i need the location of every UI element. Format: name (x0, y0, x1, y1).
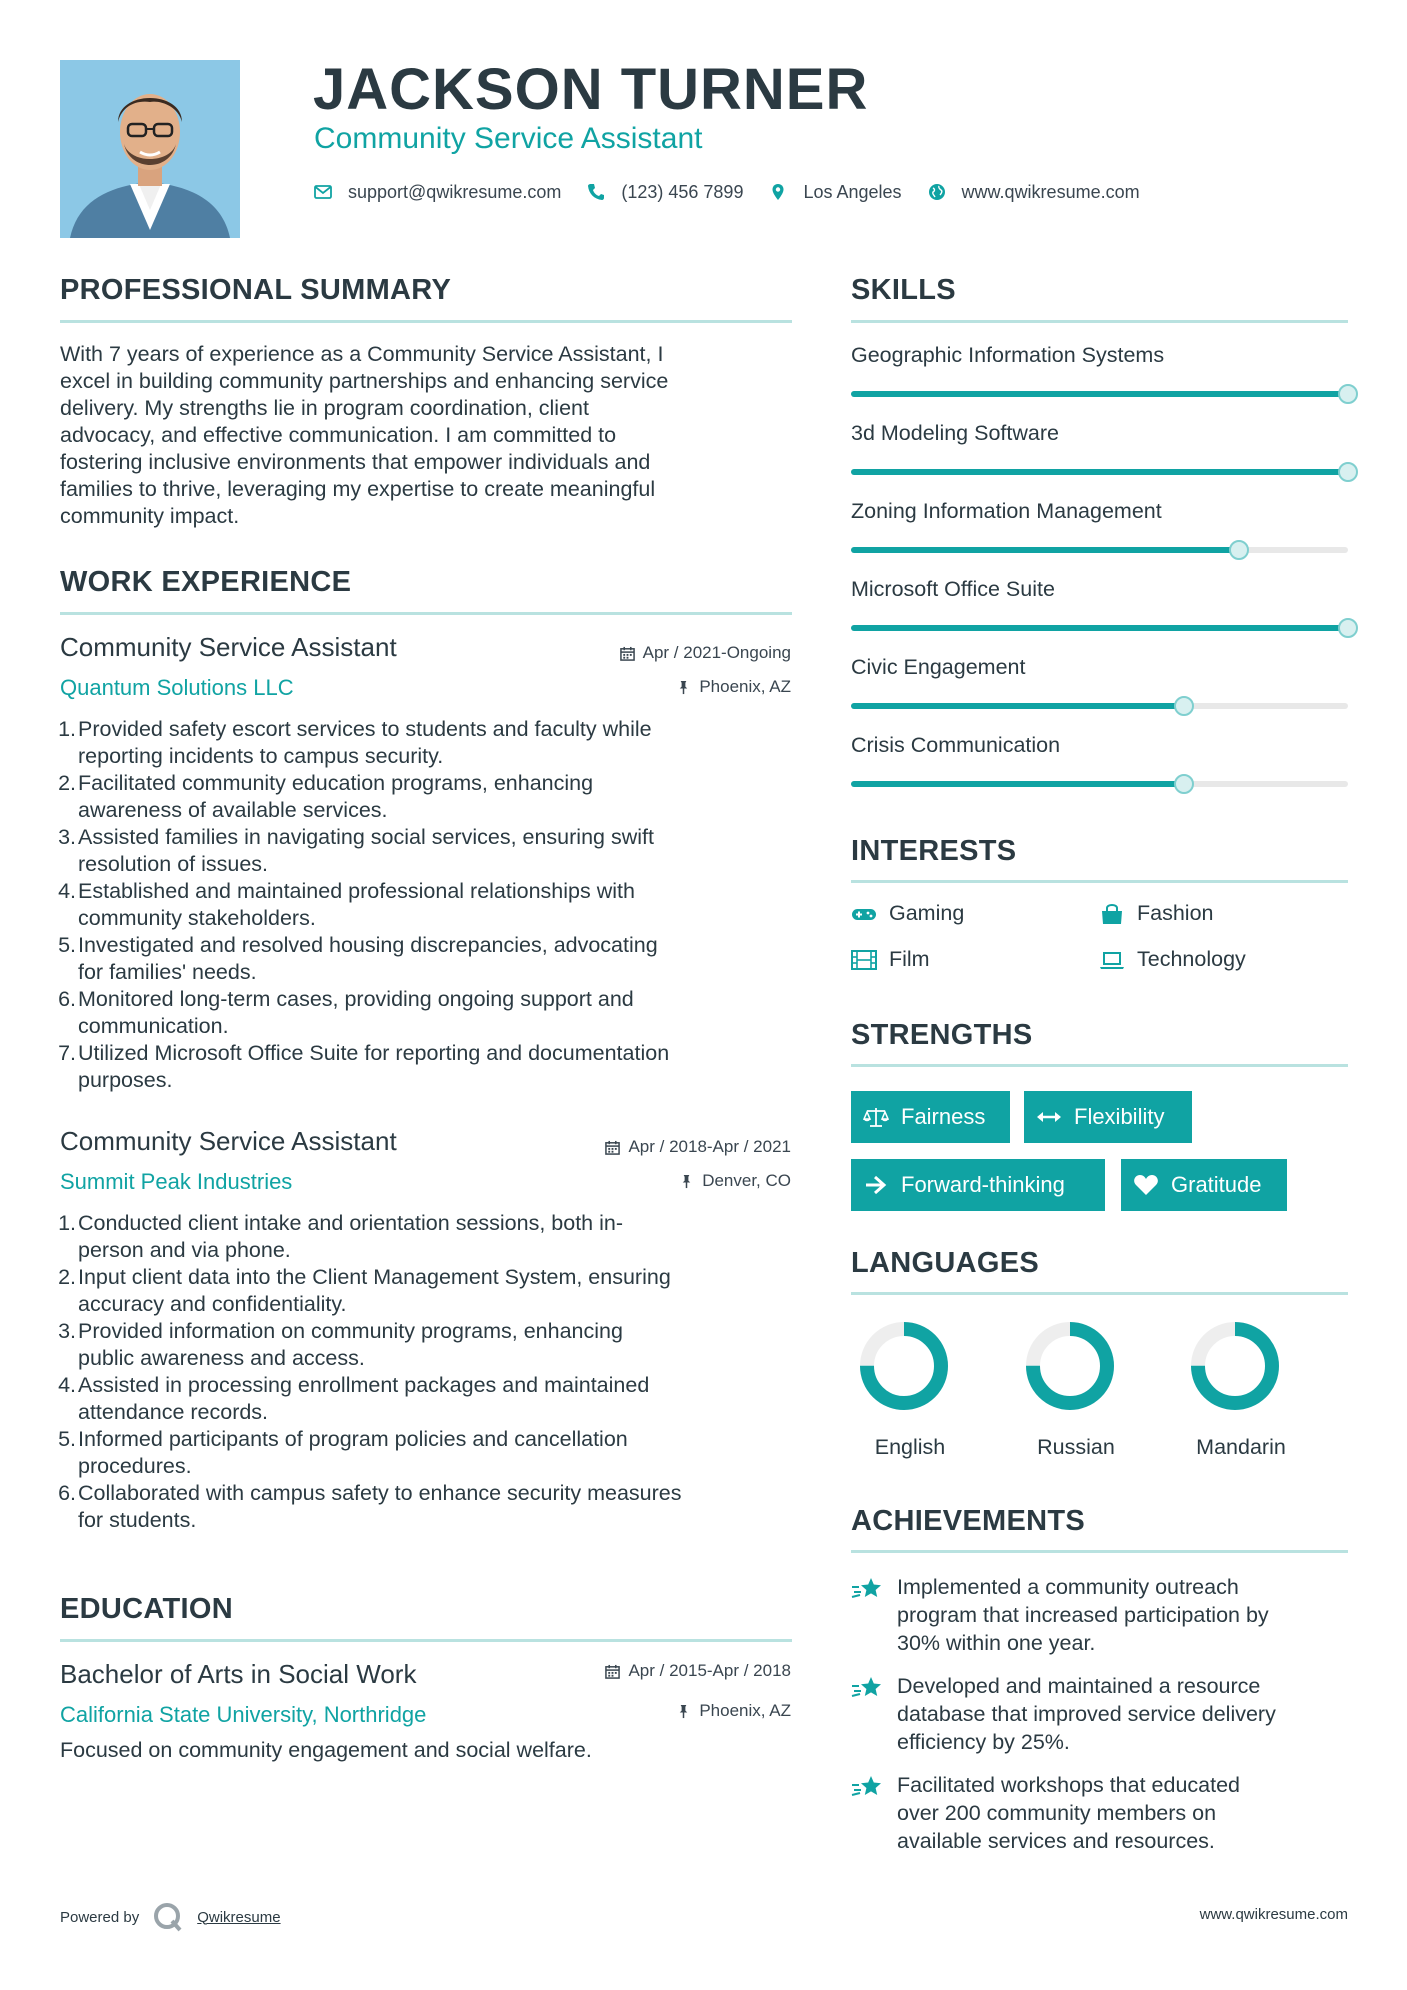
contact-email[interactable] (314, 182, 561, 203)
job-dates (605, 1137, 791, 1157)
bullet-number: 3. (58, 825, 76, 849)
pushpin-icon (679, 1174, 694, 1189)
achievement-line: Facilitated workshops that educated (897, 1773, 1241, 1797)
qwikresume-logo-icon (153, 1902, 183, 1932)
list-item (60, 1040, 800, 1094)
strengths-heading: STRENGTHS (851, 1019, 1033, 1051)
summary-heading: PROFESSIONAL SUMMARY (60, 274, 452, 306)
dates-text: Apr / 2018-Apr / 2021 (628, 1137, 791, 1156)
skill-knob (1338, 384, 1358, 404)
education-description: Focused on community engagement and social welfare. (60, 1738, 592, 1762)
avatar (60, 60, 240, 238)
bullet-line: purposes. (78, 1068, 173, 1092)
skill-name: Civic Engagement (851, 655, 1026, 679)
bullet-number: 6. (58, 987, 76, 1011)
map-marker-icon (769, 183, 787, 201)
list-item (60, 716, 800, 770)
language-label: Mandarin (1196, 1435, 1286, 1459)
job-company: Quantum Solutions LLC (60, 675, 294, 700)
bullet-line: Collaborated with campus safety to enhance security measures (78, 1481, 682, 1505)
candidate-name: JACKSON TURNER (313, 57, 869, 122)
strength-tag (1121, 1159, 1287, 1211)
bullet-number: 3. (58, 1319, 76, 1343)
language-ring (1189, 1320, 1281, 1412)
bullet-number: 6. (58, 1481, 76, 1505)
interest-item (851, 947, 930, 972)
languages-divider (851, 1292, 1348, 1295)
globe-icon (928, 183, 946, 201)
bullet-number: 2. (58, 771, 76, 795)
language-label: English (874, 1435, 946, 1459)
bullet-line: Provided safety escort services to students and faculty while (78, 717, 652, 741)
school-name: California State University, Northridge (60, 1702, 427, 1727)
languages-heading: LANGUAGES (851, 1247, 1039, 1279)
job-title: Community Service Assistant (60, 1126, 397, 1156)
skills-divider (851, 320, 1348, 323)
job-dates (620, 643, 791, 663)
job-bullets (60, 716, 800, 1094)
education-heading: EDUCATION (60, 1593, 233, 1625)
interest-label: Gaming (889, 901, 965, 925)
phone-text: (123) 456 7899 (621, 181, 744, 202)
interests-heading: INTERESTS (851, 835, 1017, 867)
interest-item (1099, 947, 1246, 972)
interest-label: Film (889, 947, 930, 971)
gamepad-icon (851, 903, 877, 925)
website-text: www.qwikresume.com (961, 181, 1140, 202)
location-text: Los Angeles (803, 181, 902, 202)
education-dates (605, 1661, 791, 1681)
bullet-line: attendance records. (78, 1400, 269, 1424)
strength-tag (851, 1159, 1105, 1211)
skill-name: Geographic Information Systems (851, 343, 1165, 367)
achievement-item (851, 1672, 1361, 1756)
skill-knob (1174, 696, 1194, 716)
strength-label: Fairness (901, 1104, 986, 1129)
achievement-line: 30% within one year. (897, 1631, 1096, 1655)
achievement-text (897, 1672, 1276, 1756)
interest-item (851, 901, 964, 926)
bullet-number: 1. (58, 1211, 76, 1235)
summary-line: community impact. (60, 504, 240, 528)
bullet-line: accuracy and confidentiality. (78, 1292, 347, 1316)
skill-bar (851, 703, 1348, 709)
bullet-number: 4. (58, 879, 76, 903)
contact-phone[interactable] (587, 182, 743, 203)
bullet-line: Provided information on community programs, enhancing (78, 1319, 623, 1343)
location-text: Phoenix, AZ (699, 677, 791, 696)
achievement-line: over 200 community members on (897, 1801, 1217, 1825)
skill-name: Microsoft Office Suite (851, 577, 1055, 601)
summary-line: advocacy, and effective communication. I am committed to (60, 423, 617, 447)
bullet-number: 7. (58, 1041, 76, 1065)
summary-text (60, 341, 795, 530)
arrows-horizontal-icon (1036, 1106, 1062, 1128)
bullet-line: Facilitated community education programs, enhancing (78, 771, 594, 795)
bullet-line: procedures. (78, 1454, 192, 1478)
job-title: Community Service Assistant (60, 632, 397, 662)
contact-info (314, 180, 1166, 204)
skill-bar (851, 625, 1348, 631)
bullet-line: resolution of issues. (78, 852, 269, 876)
bullet-line: for students. (78, 1508, 197, 1532)
summary-line: excel in building community partnerships and enhancing service (60, 369, 669, 393)
phone-icon (587, 183, 605, 201)
bullet-number: 4. (58, 1373, 76, 1397)
interest-label: Fashion (1137, 901, 1214, 925)
bullet-number: 2. (58, 1265, 76, 1289)
bullet-line: person and via phone. (78, 1238, 291, 1262)
job-company: Summit Peak Industries (60, 1169, 293, 1194)
calendar-icon (620, 646, 635, 661)
interest-item (1099, 901, 1214, 926)
bullet-line: communication. (78, 1014, 229, 1038)
summary-line: delivery. My strengths lie in program coordination, client (60, 396, 589, 420)
list-item (60, 932, 800, 986)
skill-fill (851, 703, 1184, 709)
list-item (60, 1372, 800, 1426)
skill-fill (851, 625, 1348, 631)
contact-location (769, 182, 901, 203)
achievement-line: available services and resources. (897, 1829, 1215, 1853)
language-label: Russian (1037, 1435, 1115, 1459)
powered-by-text: Powered by (60, 1908, 140, 1926)
achievement-line: Developed and maintained a resource (897, 1674, 1261, 1698)
summary-line: With 7 years of experience as a Community Service Assistant, I (60, 342, 664, 366)
shooting-star-icon (851, 1575, 883, 1603)
film-icon (851, 949, 877, 971)
bullet-line: Input client data into the Client Management System, ensuring (78, 1265, 671, 1289)
bullet-number: 1. (58, 717, 76, 741)
footer-powered-by (60, 1902, 281, 1932)
pushpin-icon (676, 1704, 691, 1719)
location-text: Denver, CO (702, 1171, 791, 1190)
skill-bar (851, 547, 1348, 553)
achievement-line: efficiency by 25%. (897, 1730, 1070, 1754)
language-ring (1024, 1320, 1116, 1412)
bullet-line: Conducted client intake and orientation sessions, both in- (78, 1211, 624, 1235)
skill-knob (1338, 618, 1358, 638)
list-item (60, 1480, 800, 1534)
bullet-line: Informed participants of program policies and cancellation (78, 1427, 628, 1451)
job-location (676, 677, 791, 697)
calendar-icon (605, 1140, 620, 1155)
summary-divider (60, 320, 792, 323)
skill-fill (851, 781, 1184, 787)
list-item (60, 824, 800, 878)
achievements-divider (851, 1550, 1348, 1553)
list-item (60, 1318, 800, 1372)
bullet-line: Investigated and resolved housing discrepancies, advocating (78, 933, 658, 957)
achievement-item (851, 1573, 1361, 1657)
bullet-line: Utilized Microsoft Office Suite for reporting and documentation (78, 1041, 670, 1065)
list-item (60, 770, 800, 824)
skill-bar (851, 469, 1348, 475)
skill-knob (1338, 462, 1358, 482)
achievement-line: program that increased participation by (897, 1603, 1269, 1627)
job-bullets (60, 1210, 800, 1534)
interests-divider (851, 880, 1348, 883)
education-divider (60, 1639, 792, 1642)
strength-label: Flexibility (1074, 1104, 1165, 1129)
profile-photo (60, 60, 240, 238)
strength-label: Forward-thinking (901, 1172, 1065, 1197)
achievement-item (851, 1771, 1361, 1855)
experience-heading: WORK EXPERIENCE (60, 566, 352, 598)
bullet-line: Established and maintained professional relationships with (78, 879, 635, 903)
strength-tag (851, 1091, 1010, 1143)
bullet-line: Assisted families in navigating social services, ensuring swift (78, 825, 654, 849)
pushpin-icon (676, 680, 691, 695)
experience-divider (60, 612, 792, 615)
bullet-line: community stakeholders. (78, 906, 316, 930)
bullet-line: awareness of available services. (78, 798, 388, 822)
skill-knob (1174, 774, 1194, 794)
strength-tag (1024, 1091, 1192, 1143)
balance-scale-icon (863, 1106, 889, 1128)
skill-bar (851, 781, 1348, 787)
list-item (60, 1426, 800, 1480)
achievement-line: database that improved service delivery (897, 1702, 1276, 1726)
bullet-line: reporting incidents to campus security. (78, 744, 444, 768)
envelope-icon (314, 183, 332, 201)
footer-website[interactable]: www.qwikresume.com (1199, 1906, 1348, 1923)
dates-text: Apr / 2015-Apr / 2018 (628, 1661, 791, 1680)
bullet-line: public awareness and access. (78, 1346, 365, 1370)
bullet-number: 5. (58, 933, 76, 957)
achievement-text (897, 1573, 1269, 1657)
email-text: support@qwikresume.com (348, 181, 562, 202)
achievement-line: Implemented a community outreach (897, 1575, 1239, 1599)
skill-bar (851, 391, 1348, 397)
language-ring (858, 1320, 950, 1412)
job-location (679, 1171, 791, 1191)
skill-knob (1229, 540, 1249, 560)
shooting-star-icon (851, 1773, 883, 1801)
laptop-icon (1099, 949, 1125, 971)
list-item (60, 1264, 800, 1318)
interest-label: Technology (1137, 947, 1246, 971)
bullet-line: for families' needs. (78, 960, 257, 984)
location-text: Phoenix, AZ (699, 1701, 791, 1720)
degree-title: Bachelor of Arts in Social Work (60, 1659, 417, 1689)
heart-icon (1133, 1174, 1159, 1196)
shopping-bag-icon (1099, 903, 1125, 925)
summary-line: families to thrive, leveraging my expertise to create meaningful (60, 477, 656, 501)
dates-text: Apr / 2021-Ongoing (642, 643, 791, 662)
arrow-right-icon (863, 1174, 889, 1196)
strength-label: Gratitude (1171, 1172, 1262, 1197)
bullet-number: 5. (58, 1427, 76, 1451)
list-item (60, 878, 800, 932)
achievement-text (897, 1771, 1240, 1855)
skill-name: Crisis Communication (851, 733, 1061, 757)
skill-fill (851, 547, 1239, 553)
skill-fill (851, 469, 1348, 475)
achievements-heading: ACHIEVEMENTS (851, 1505, 1086, 1537)
summary-line: fostering inclusive environments that empower individuals and (60, 450, 651, 474)
qwikresume-link[interactable]: Qwikresume (197, 1908, 281, 1926)
list-item (60, 1210, 800, 1264)
bullet-line: Assisted in processing enrollment packages and maintained (78, 1373, 650, 1397)
skills-heading: SKILLS (851, 274, 956, 306)
skill-fill (851, 391, 1348, 397)
skill-name: 3d Modeling Software (851, 421, 1059, 445)
strengths-divider (851, 1064, 1348, 1067)
education-location (676, 1701, 791, 1721)
list-item (60, 986, 800, 1040)
skill-name: Zoning Information Management (851, 499, 1162, 523)
bullet-line: Monitored long-term cases, providing ongoing support and (78, 987, 634, 1011)
contact-website[interactable] (928, 182, 1140, 203)
shooting-star-icon (851, 1674, 883, 1702)
calendar-icon (605, 1664, 620, 1679)
candidate-title: Community Service Assistant (314, 122, 703, 155)
